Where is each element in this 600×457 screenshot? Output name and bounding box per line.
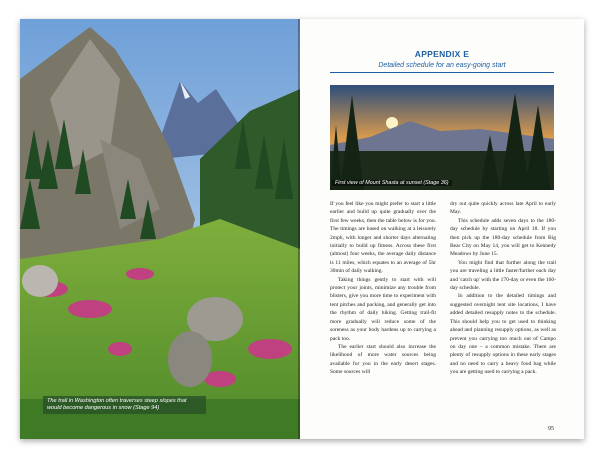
paragraph: The earlier start should also increase the likelihood of more water sources being available for you in the early desert stages. Some sources will — [330, 343, 436, 376]
heading-divider — [330, 72, 554, 73]
right-page — [300, 19, 584, 439]
page-number: 95 — [548, 426, 554, 432]
paragraph: This schedule adds seven days to the 180-day schedule by starting on April 18. If you then pick up the 180-day schedule from Big Bear City on May 14, you will get to Kennedy Meadows by June 15. — [450, 217, 556, 258]
text-column-2 — [450, 200, 556, 377]
paragraph: In addition to the detailed timings and suggested overnight tent site locations, I have added detailed resupply notes to the schedule. This should help you to get used to thinking ahead and planning resupply options, as well as prevent you carrying too much out of Campo on day one – a common mistake. There are plenty of resupply options in these early stages and no need to carry a heavy food bag while you are getting used to carrying a pack. — [450, 293, 556, 376]
paragraph: If you feel like you might prefer to start a little earlier and build up quite gradually over the first few weeks, then the table below is for you. The timings are based on walking at a leisurely 2mph, with longer and shorter days alternating initially to build up fitness. Across these first (almost) four weeks, the average daily distance is 11 miles, which equates to an average of 5hr 30min of daily walking. — [330, 201, 436, 275]
appendix-subheading: Detailed schedule for an easy-going start — [378, 62, 506, 69]
paragraph: Taking things gently to start with will protect your joints, minimize any trouble from blisters, give you more time to experiment with tent pitches and packing, and generally get into the rhythm of daily hiking. Getting trail-fit more gradually will reduce some of the soreness as your body hardens up to carrying a pack too. — [330, 276, 436, 342]
text-column-1 — [330, 200, 436, 377]
book-spread — [20, 19, 584, 439]
mount-shasta-photo — [330, 85, 554, 190]
paragraph: You might find that further along the trail you are traveling a little faster/further each day and 'catch up' with the 170-day or even the 160-day schedule. — [450, 259, 556, 292]
mountain-trail-photo — [20, 19, 300, 439]
sunset-forest-image — [330, 85, 554, 190]
paragraph: dry out quite quickly across late April to early May. — [450, 201, 556, 216]
left-photo-caption: The trail in Washington often traverses steep slopes that would become dangerous in snow (Stage 94) — [43, 396, 206, 414]
left-page-photo — [20, 19, 300, 439]
appendix-heading: APPENDIX E — [414, 49, 470, 59]
right-photo-caption: First view of Mount Shasta at sunset (Stage 36) — [332, 180, 452, 186]
